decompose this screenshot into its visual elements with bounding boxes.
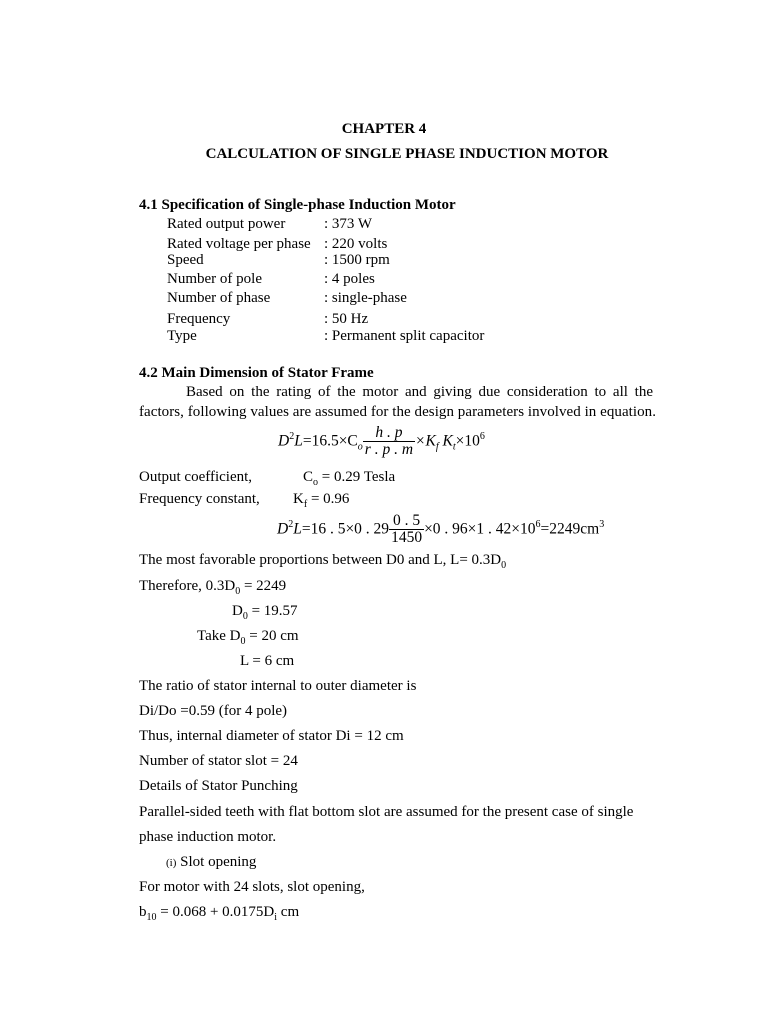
b10-post: cm: [277, 904, 300, 920]
eq2-mid: =16 . 5×0 . 29: [301, 520, 390, 538]
spec-label: Rated output power: [167, 216, 286, 232]
parallel-line-1: Parallel-sided teeth with flat bottom slot are assumed for the present case of single: [139, 804, 634, 820]
spec-value: : 4 poles: [324, 271, 375, 287]
b10-mid: = 0.068 + 0.0175D: [156, 904, 275, 920]
spec-value: : 1500 rpm: [324, 252, 390, 268]
spec-label: Rated voltage per phase: [167, 236, 311, 252]
eq1-tail: ×10: [455, 432, 480, 450]
spec-label: Speed: [167, 252, 204, 268]
eq1-sup: 2: [289, 431, 295, 443]
spec-value: : Permanent split capacitor: [324, 328, 485, 344]
internal-diameter-line: Thus, internal diameter of stator Di = 12 cm: [139, 728, 404, 744]
l-line: L = 6 cm: [240, 653, 295, 669]
eq2-tail: ×0 . 96×1 . 42×10: [424, 520, 536, 538]
d0-line: [232, 603, 298, 620]
spec-label: Number of pole: [167, 271, 262, 287]
spec-value: : 50 Hz: [324, 311, 369, 327]
stator-punching-line: Details of Stator Punching: [139, 778, 298, 794]
b10-formula: [139, 904, 299, 921]
co-sub: o: [313, 477, 319, 488]
eq2-sup: 2: [288, 519, 294, 531]
ratio-line: The ratio of stator internal to outer diameter is: [139, 678, 417, 694]
eq2-fraction: [389, 513, 424, 547]
spec-value: : 220 volts: [324, 236, 388, 252]
d0-sub: 0: [242, 611, 248, 622]
equation-1: [278, 425, 485, 459]
spec-value: : single-phase: [324, 290, 407, 306]
stator-slot-line: Number of stator slot = 24: [139, 753, 298, 769]
eq2-L: L: [293, 520, 302, 538]
co-post: = 0.29 Tesla: [318, 469, 396, 485]
prop-sub: 0: [501, 560, 507, 571]
d0-pre: D: [232, 603, 243, 619]
spec-value: : 373 W: [324, 216, 373, 232]
spec-label: Type: [167, 328, 197, 344]
spec-label: Frequency: [167, 311, 231, 327]
paragraph-line-1: Based on the rating of the motor and giving due consideration to all the: [186, 384, 653, 400]
prop-text: The most favorable proportions between D0 and L, L= 0.3D: [139, 552, 502, 568]
kf-sub: f: [303, 499, 308, 510]
eq1-times-k: ×K: [415, 432, 436, 450]
kf-post: = 0.96: [307, 491, 350, 507]
eq2-tail-sup: 6: [535, 519, 541, 531]
take-pre: Take D: [197, 628, 241, 644]
b10-sub2: i: [274, 912, 278, 923]
spec-label: Number of phase: [167, 290, 271, 306]
slot-opening-item: [166, 854, 256, 871]
co-pre: C: [303, 469, 314, 485]
eq2-result: =2249cm: [540, 520, 600, 538]
eq1-D: D: [278, 432, 290, 450]
output-coefficient-label: Output coefficient,: [139, 469, 253, 485]
eq1-kf-sub: f: [435, 441, 439, 453]
frequency-constant-label: Frequency constant,: [139, 491, 260, 507]
eq1-fraction: [363, 425, 415, 459]
kf-pre: K: [293, 491, 304, 507]
eq1-numerator: h . p: [375, 424, 403, 441]
b10-sub: 10: [146, 912, 157, 923]
chapter-heading: CHAPTER 4: [341, 121, 427, 137]
dido-line: Di/Do =0.59 (for 4 pole): [139, 703, 288, 719]
therefore-post: = 2249: [240, 578, 287, 594]
chapter-title: CALCULATION OF SINGLE PHASE INDUCTION MOTOR: [205, 146, 609, 162]
eq2-numerator: 0 . 5: [393, 512, 421, 529]
proportions-line: [139, 552, 506, 569]
slot-opening-number: (i): [166, 857, 177, 869]
eq2-D: D: [277, 520, 289, 538]
eq1-kt-sub: t: [452, 441, 456, 453]
eq1-const: =16.5×C: [302, 432, 358, 450]
frequency-constant-value: [293, 491, 349, 508]
for-motor-line: For motor with 24 slots, slot opening,: [139, 879, 365, 895]
eq1-denominator: r . p . m: [364, 441, 414, 459]
paragraph-line-2: factors, following values are assumed for the design parameters involved in equation.: [139, 404, 657, 420]
section-42-heading: 4.2 Main Dimension of Stator Frame: [139, 365, 374, 381]
therefore-pre: Therefore, 0.3D: [139, 578, 236, 594]
take-d0-line: [197, 628, 299, 645]
take-post: = 20 cm: [245, 628, 299, 644]
take-sub: 0: [240, 636, 246, 647]
b10-pre: b: [139, 904, 147, 920]
equation-2: [277, 513, 604, 547]
eq1-k2: K: [442, 432, 453, 450]
therefore-sub: 0: [235, 586, 241, 597]
parallel-line-2: phase induction motor.: [139, 829, 277, 845]
d0-post: = 19.57: [247, 603, 298, 619]
eq1-c-sub: o: [357, 441, 363, 453]
eq1-tail-sup: 6: [479, 431, 485, 443]
therefore-line: [139, 578, 286, 595]
section-41-heading: 4.1 Specification of Single-phase Induction Motor: [139, 197, 456, 213]
eq1-L: L: [294, 432, 303, 450]
slot-opening-text: Slot opening: [180, 854, 257, 870]
output-coefficient-value: [303, 469, 395, 486]
eq2-denominator: 1450: [391, 529, 423, 547]
eq2-result-sup: 3: [599, 519, 605, 531]
